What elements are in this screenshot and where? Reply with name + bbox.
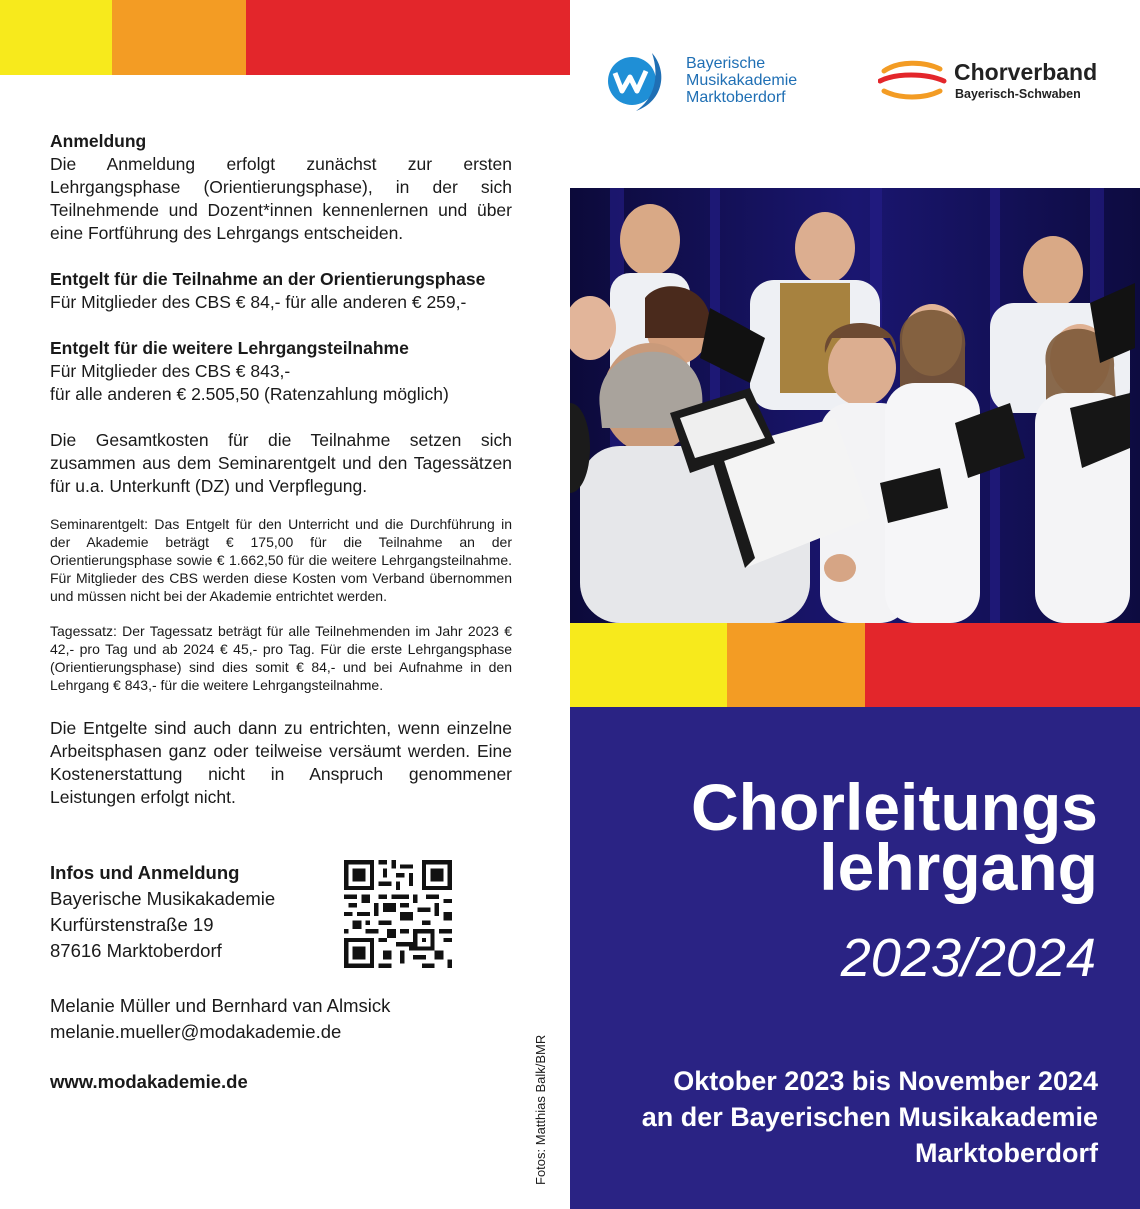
color-bar-orange-2 xyxy=(727,623,865,707)
chorverband-logo xyxy=(878,57,1118,107)
color-bar-orange xyxy=(112,0,246,75)
cover-sub-line3: Marktoberdorf xyxy=(914,1138,1098,1168)
logo-row xyxy=(600,45,1120,120)
entgelt-further-line1: Für Mitglieder des CBS € 843,- xyxy=(50,361,291,381)
contact-city: 87616 Marktoberdorf xyxy=(50,940,222,961)
contact-block xyxy=(50,860,350,964)
anmeldung-text: Die Anmeldung erfolgt zunächst zur ersten Lehrgangsphase (Orientierungsphase), in der sich Teilnehmende und Dozent*innen kennenlernen und über eine Fortführung des Lehrgangs entscheiden. xyxy=(50,154,512,243)
color-bar-yellow xyxy=(0,0,112,75)
bma-line2: Musikakademie xyxy=(686,72,798,89)
registration-info xyxy=(50,130,512,809)
qr-code-icon[interactable] xyxy=(344,860,452,968)
entgelt-orientation-text: Für Mitglieder des CBS € 84,- für alle anderen € 259,- xyxy=(50,292,467,312)
tagessatz-text: Tagessatz: Der Tagessatz beträgt für alle Teilnehmenden im Jahr 2023 € 42,- pro Tag und ab 2024 € 45,- pro Tag. Für die erste Lehrgangsphase (Orientierungsphase) sind dies somit € 84,- und bei Aufnahme in den Lehrgang € 843,- für die weitere Lehrgangsteilnahme. xyxy=(50,623,512,693)
choir-photo xyxy=(570,188,1140,623)
bma-logo xyxy=(600,45,840,115)
cover-year: 2023/2024 xyxy=(840,928,1096,988)
entgelt-further-line2: für alle anderen € 2.505,50 (Ratenzahlung möglich) xyxy=(50,384,449,404)
bma-line1: Bayerische xyxy=(686,55,766,72)
bma-logo-icon xyxy=(600,47,670,113)
contact-street: Kurfürstenstraße 19 xyxy=(50,914,214,935)
seminar-text: Seminarentgelt: Das Entgelt für den Unterricht und die Durchführung in der Akademie beträgt € 175,00 für die Teilnahme an der Orientierungsphase sowie € 1.662,50 für die weitere Lehrgangsteilnahme. Für Mitglieder des CBS werden diese Kosten vom Verband übernommen und müssen nicht bei der Akademie entrichtet werden. xyxy=(50,516,512,604)
bma-line3: Marktoberdorf xyxy=(686,89,786,106)
cover-title-line2: lehrgang xyxy=(819,830,1098,904)
entgelte-text: Die Entgelte sind auch dann zu entrichten, wenn einzelne Arbeitsphasen ganz oder teilweise versäumt werden. Eine Kostenerstattung nicht in Anspruch genommener Leistungen erfolgt nicht. xyxy=(50,718,512,807)
contact-names: Melanie Müller und Bernhard van Almsick xyxy=(50,995,391,1016)
cover-sub-line2: an der Bayerischen Musikakademie xyxy=(641,1102,1098,1132)
chorverband-line2: Bayerisch-Schwaben xyxy=(955,87,1081,101)
cover-subtitle xyxy=(642,1063,1098,1171)
anmeldung-heading: Anmeldung xyxy=(50,131,147,151)
entgelt-further-heading: Entgelt für die weitere Lehrgangsteilnahme xyxy=(50,338,409,358)
entgelt-orientation-heading: Entgelt für die Teilnahme an der Orientierungsphase xyxy=(50,269,486,289)
cover-title-line1: Chorleitungs xyxy=(691,770,1098,844)
contact-org: Bayerische Musikakademie xyxy=(50,888,276,909)
contact-heading: Infos und Anmeldung xyxy=(50,862,240,883)
contact-email[interactable]: melanie.mueller@modakademie.de xyxy=(50,1021,342,1042)
cover-panel xyxy=(570,707,1140,1209)
color-bar-red-2 xyxy=(865,623,1140,707)
photo-credit: Fotos: Matthias Balk/BMR xyxy=(533,1034,548,1185)
cover-sub-line1: Oktober 2023 bis November 2024 xyxy=(673,1066,1098,1096)
chorverband-line1: Chorverband xyxy=(954,59,1098,85)
color-bar-red xyxy=(246,0,570,75)
color-bar-yellow-2 xyxy=(570,623,727,707)
chorverband-logo-icon xyxy=(878,59,948,103)
cover-title xyxy=(691,770,1098,904)
website-link[interactable]: www.modakademie.de xyxy=(50,1071,248,1092)
gesamt-text: Die Gesamtkosten für die Teilnahme setzen sich zusammen aus dem Seminarentgelt und den Tagessätzen für u.a. Unterkunft (DZ) und Verpflegung. xyxy=(50,430,512,496)
contact-people xyxy=(50,993,520,1045)
